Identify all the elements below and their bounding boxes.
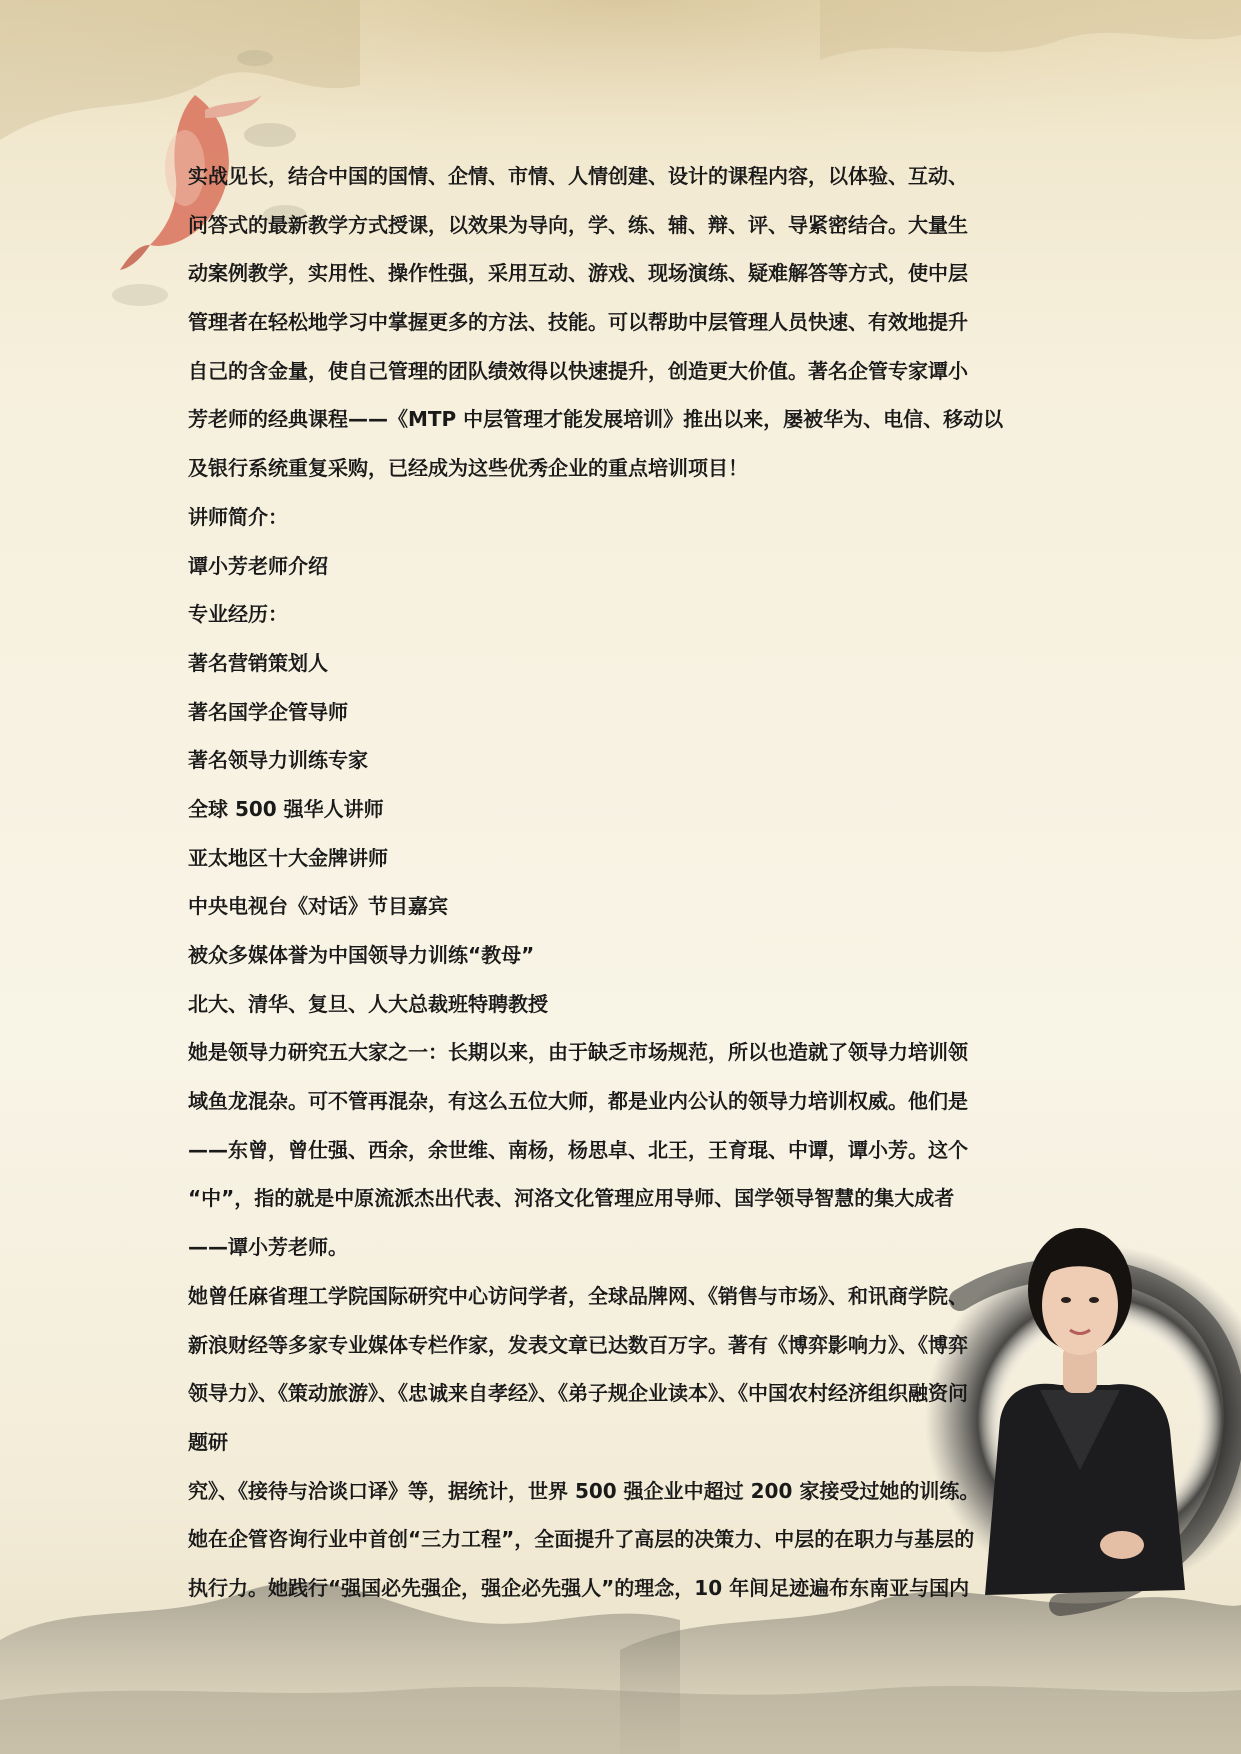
text-line: 域鱼龙混杂。可不管再混杂，有这么五位大师，都是业内公认的领导力培训权威。他们是 [188, 1089, 968, 1114]
text-line: “中”，指的就是中原流派杰出代表、河洛文化管理应用导师、国学领导智慧的集大成者 [188, 1186, 955, 1211]
text-line: ——谭小芳老师。 [188, 1235, 348, 1260]
list-item: 著名营销策划人 [188, 650, 328, 675]
text-line: 芳老师的经典课程——《MTP 中层管理才能发展培训》推出以来，屡被华为、电信、移动以 [188, 407, 1004, 432]
section-heading: 讲师简介： [188, 504, 288, 529]
text-line: 领导力》、《策动旅游》、《忠诚来自孝经》、《弟子规企业读本》、《中国农村经济组织融资问 [188, 1381, 968, 1406]
list-item: 中央电视台《对话》节目嘉宾 [188, 894, 448, 919]
list-item: 亚太地区十大金牌讲师 [188, 845, 388, 870]
text-line: 题研 [188, 1429, 228, 1454]
text-line: 及银行系统重复采购，已经成为这些优秀企业的重点培训项目！ [188, 456, 748, 481]
list-item: 北大、清华、复旦、人大总裁班特聘教授 [188, 991, 548, 1016]
text-line: 她在企管咨询行业中首创“三力工程”，全面提升了高层的决策力、中层的在职力与基层的 [188, 1527, 975, 1552]
text-line: 新浪财经等多家专业媒体专栏作家，发表文章已达数百万字。著有《博弈影响力》、《博弈 [188, 1332, 968, 1357]
text-line: 她是领导力研究五大家之一：长期以来，由于缺乏市场规范，所以也造就了领导力培训领 [188, 1040, 968, 1065]
text-line: 自己的含金量，使自己管理的团队绩效得以快速提升，创造更大价值。著名企管专家谭小 [188, 358, 968, 383]
list-item: 全球 500 强华人讲师 [188, 796, 384, 821]
document-body [188, 152, 1068, 1613]
text-line: 究》、《接待与洽谈口译》等，据统计，世界 500 强企业中超过 200 家接受过她的训练。 [188, 1478, 980, 1503]
text-line: ——东曾，曾仕强、西余，余世维、南杨，杨思卓、北王，王育琨、中谭，谭小芳。这个 [188, 1137, 968, 1162]
text-line: 实战见长，结合中国的国情、企情、市情、人情创建、设计的课程内容，以体验、互动、 [188, 164, 968, 188]
text-line: 问答式的最新教学方式授课，以效果为导向，学、练、辅、辩、评、导紧密结合。大量生 [188, 212, 968, 237]
list-item: 被众多媒体誉为中国领导力训练“教母” [188, 943, 535, 967]
list-item: 著名领导力训练专家 [188, 748, 368, 773]
text-line: 执行力。她践行“强国必先强企，强企必先强人”的理念，10 年间足迹遍布东南亚与国内 [188, 1575, 970, 1600]
text-line: 动案例教学，实用性、操作性强，采用互动、游戏、现场演练、疑难解答等方式，使中层 [188, 261, 968, 286]
text-line: 她曾任麻省理工学院国际研究中心访问学者，全球品牌网、《销售与市场》、和讯商学院、 [188, 1283, 968, 1308]
section-heading: 专业经历： [188, 602, 288, 627]
list-item: 著名国学企管导师 [188, 699, 348, 724]
text-line: 管理者在轻松地学习中掌握更多的方法、技能。可以帮助中层管理人员快速、有效地提升 [188, 310, 968, 335]
section-heading: 谭小芳老师介绍 [188, 553, 328, 578]
